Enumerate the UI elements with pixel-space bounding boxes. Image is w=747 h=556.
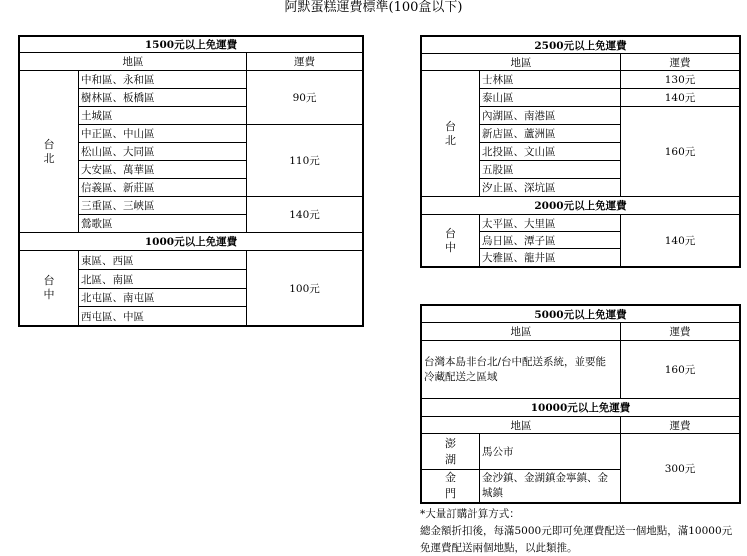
left-section1-title: 1500元以上免運費 <box>144 39 238 51</box>
left-section2-title: 1000元以上免運費 <box>144 236 238 248</box>
right-top-fee-cell: 140元 <box>620 215 739 266</box>
right-top-district-row: 汐止區、深坑區 <box>480 179 620 197</box>
right-bottom-section2-title: 10000元以上免運費 <box>530 402 631 414</box>
left-district-row: 北屯區、南屯區 <box>79 289 246 307</box>
left-fee-table <box>18 35 364 327</box>
right-top-fee-cell: 130元 <box>620 71 739 89</box>
left-district-row: 北區、南區 <box>79 270 246 289</box>
bulk-order-note <box>420 506 740 556</box>
right-bottom-fee2: 300元 <box>620 434 739 502</box>
left-district-row: 中正區、中山區 <box>79 125 246 143</box>
left-district-row: 鶯歌區 <box>79 215 246 233</box>
right-top-district-row: 大雅區、龍井區 <box>482 252 556 264</box>
left-col-area: 地區 <box>122 56 144 68</box>
right-top-col-area: 地區 <box>510 56 532 69</box>
right-bottom-col-fee2: 運費 <box>620 417 739 433</box>
left-district-row: 大安區、萬華區 <box>79 161 246 179</box>
right-top-fee-table <box>420 35 741 268</box>
right-top-section1-title: 2500元以上免運費 <box>534 39 627 52</box>
left-district-row: 樹林區、板橋區 <box>79 89 246 107</box>
right-top-district-row: 新店區、蘆洲區 <box>480 125 620 143</box>
right-top-city2-taichung: 台 中 <box>422 215 480 266</box>
right-top-fee-cell: 160元 <box>620 107 739 197</box>
right-top-district-row: 北投區、文山區 <box>480 143 620 161</box>
right-top-district-row: 烏日區、潭子區 <box>480 232 620 249</box>
right-bottom-col-area: 地區 <box>510 326 532 338</box>
right-top-fee-cell: 140元 <box>620 89 739 107</box>
left-col-fee: 運費 <box>246 53 362 70</box>
right-top-city1-taipei: 台 北 <box>422 71 480 197</box>
left-city1-taipei: 台 北 <box>20 71 79 233</box>
note-body: 總金額折扣後，每滿5000元即可免運費配送一個地點，滿10000元免運費配送兩個地點，以此類推。 <box>420 525 733 554</box>
right-bottom-section1-title: 5000元以上免運費 <box>534 308 627 321</box>
right-bottom-island2-area: 金沙鎮、金湖鎮金寧鎮、金城鎮 <box>482 472 608 499</box>
right-top-section2-title: 2000元以上免運費 <box>534 200 627 212</box>
note-heading: *大量訂購計算方式： <box>420 508 520 520</box>
right-bottom-col-area2: 地區 <box>510 419 532 432</box>
right-bottom-island-penghu: 澎 湖 <box>422 434 480 470</box>
left-district-row: 松山區、大同區 <box>79 143 246 161</box>
left-district-row: 信義區、新莊區 <box>79 179 246 197</box>
right-top-district-row: 五股區 <box>480 161 620 179</box>
left-city2-taichung: 台 中 <box>20 251 79 325</box>
left-fee-cell: 110元 <box>246 125 362 197</box>
left-district-row: 西屯區、中區 <box>81 310 144 323</box>
left-district-row: 三重區、三峽區 <box>79 197 246 215</box>
right-top-district-row: 士林區 <box>480 71 620 89</box>
left-district-row: 土城區 <box>79 107 246 125</box>
right-bottom-col-fee: 運費 <box>620 323 739 340</box>
right-bottom-fee-table <box>420 304 741 504</box>
right-bottom-area1: 台灣本島非台北/台中配送系統，並要能冷藏配送之區域 <box>424 355 607 383</box>
left-fee-cell: 90元 <box>246 71 362 125</box>
right-bottom-island-kinmen: 金 門 <box>422 470 480 502</box>
left-fee-cell: 100元 <box>246 251 362 325</box>
page-title: 阿默蛋糕運費標準(100盒以下) <box>284 0 463 15</box>
right-top-col-fee: 運費 <box>620 54 739 70</box>
left-fee-cell: 140元 <box>246 197 362 233</box>
right-bottom-fee1: 160元 <box>620 341 739 398</box>
left-district-row: 東區、西區 <box>79 251 246 270</box>
right-bottom-island1-area: 馬公市 <box>480 434 620 470</box>
right-top-district-row: 內湖區、南港區 <box>480 107 620 125</box>
right-top-district-row: 太平區、大里區 <box>480 215 620 232</box>
right-top-district-row: 泰山區 <box>480 89 620 107</box>
left-district-row: 中和區、永和區 <box>79 71 246 89</box>
